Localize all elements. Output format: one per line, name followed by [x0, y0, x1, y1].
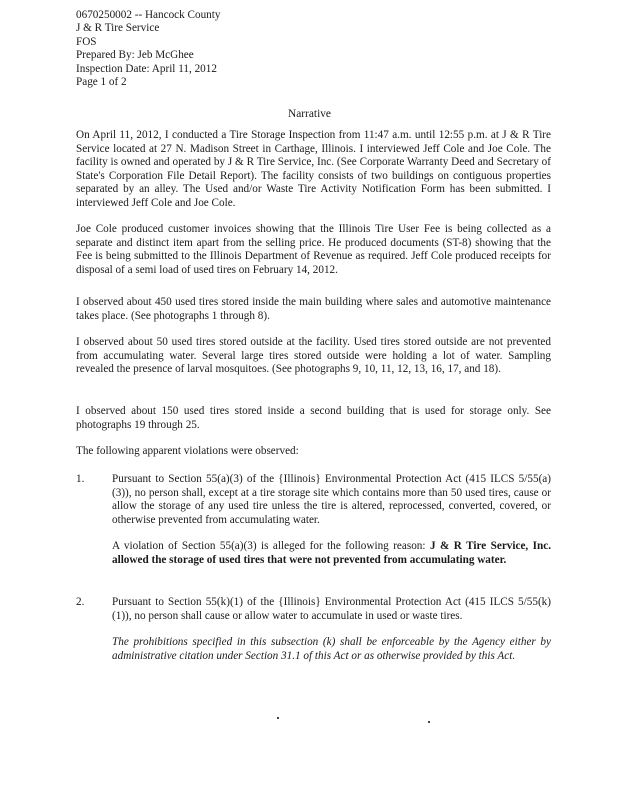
facility-id-line: 0670250002 -- Hancock County: [76, 9, 221, 21]
document-header: [76, 9, 220, 89]
violation-2-number: 2.: [76, 596, 85, 608]
page-number-line: Page 1 of 2: [76, 76, 127, 89]
inspection-date-line: Inspection Date: April 11, 2012: [76, 62, 217, 75]
paragraph-storage-building: I observed about 150 used tires stored inside a second building that is used for storage only. See photographs 19 through 25.: [76, 405, 551, 431]
violation-1-allegation-intro: A violation of Section 55(a)(3) is alleged for the following reason:: [112, 540, 430, 552]
scan-speck: [277, 717, 279, 719]
paragraph-main-building: I observed about 450 used tires stored inside the main building where sales and automotive maintenance takes place. (See photographs 1 through 8).: [76, 296, 551, 322]
violation-1-statute: Pursuant to Section 55(a)(3) of the {Illinois} Environmental Protection Act (415 ILCS 5/55(a)(3)), no person shall, except at a tire storage site which contains more than 50 used tires, cause or allow the storage of any used tire unless the tire is altered, reprocessed, converted, covered, or otherwise prevented from accumulating water.: [112, 473, 551, 526]
paragraph-inspection-summary: On April 11, 2012, I conducted a Tire Storage Inspection from 11:47 a.m. until 12:55 p.m. at J & R Tire Service located at 27 N. Madison Street in Carthage, Illinois. I interviewed Jeff Cole and Joe Cole. The facility is owned and operated by J & R Tire Service, Inc. (See Corporate Warranty Deed and Secretary of State's Corporation File Detail Report). The facility consists of two buildings on contiguous properties separated by an alley. The Used and/or Waste Tire Activity Notification Form has been submitted. I interviewed Jeff Cole and Joe Cole.: [76, 129, 551, 209]
violation-1-allegation-finding: J & R Tire Service, Inc. allowed the storage of used tires that were not prevented from accumulating water.: [112, 540, 552, 566]
report-type-line: FOS: [76, 35, 97, 48]
violation-1-allegation: [112, 540, 551, 567]
violation-1-number: 1.: [76, 473, 85, 485]
facility-name-line: J & R Tire Service: [76, 22, 160, 35]
paragraph-tire-fee: Joe Cole produced customer invoices showing that the Illinois Tire User Fee is being collected as a separate and distinct item apart from the selling price. He produced documents (ST-8) showing that the Fee is being submitted to the Illinois Department of Revenue as required. Jeff Cole produced receipts for disposal of a semi load of used tires on February 14, 2012.: [76, 223, 551, 276]
scan-speck: [428, 721, 430, 723]
paragraph-violations-intro: The following apparent violations were observed:: [76, 445, 299, 457]
prepared-by-line: Prepared By: Jeb McGhee: [76, 49, 194, 62]
page-title: Narrative: [287, 108, 331, 120]
violation-2-statute: Pursuant to Section 55(k)(1) of the {Illinois} Environmental Protection Act (415 ILCS 5/55(k)(1)), no person shall cause or allow water to accumulate in used or waste tires.: [112, 596, 551, 622]
paragraph-outside-tires: I observed about 50 used tires stored outside at the facility. Used tires stored outside are not prevented from accumulating water. Several large tires stored outside were holding a lot of water. Sampling revealed the presence of larval mosquitoes. (See photographs 9, 10, 11, 12, 13, 16, 17, and 18).: [76, 336, 551, 375]
violation-2-enforcement-note: The prohibitions specified in this subsection (k) shall be enforceable by the Agency either by administrative citation under Section 31.1 of this Act or as otherwise provided by this Act.: [112, 636, 551, 662]
